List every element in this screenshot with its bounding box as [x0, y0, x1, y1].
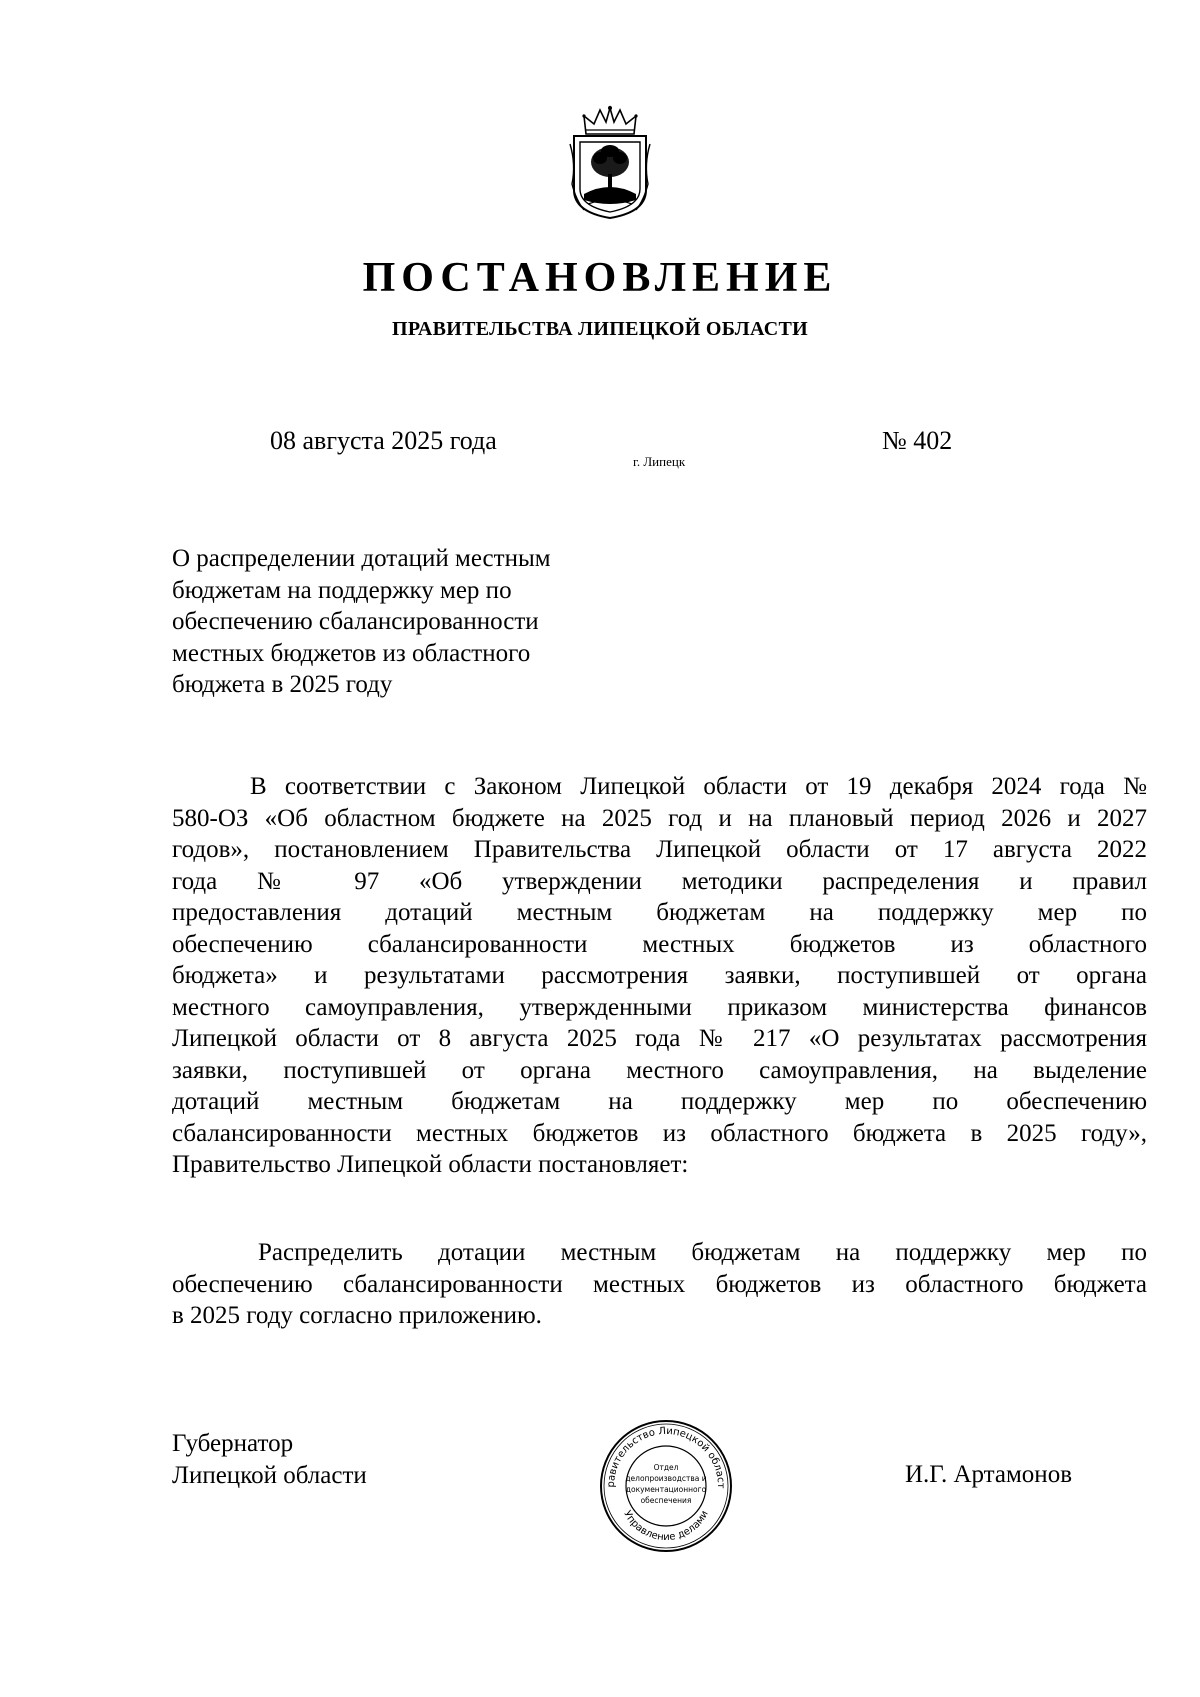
paragraph-line: в 2025 году согласно приложению.	[172, 1302, 542, 1329]
svg-text:Отдел: Отдел	[653, 1463, 679, 1472]
subject-line: О распределении дотаций местным	[172, 545, 551, 572]
paragraph-line: Правительство Липецкой области постановляет:	[172, 1151, 689, 1178]
paragraph-line: местного самоуправления, утвержденными приказом министерства финансов	[172, 993, 1147, 1021]
coat-of-arms-icon	[568, 104, 652, 222]
paragraph-line: В соответствии с Законом Липецкой области от 19 декабря 2024 года №	[250, 773, 1147, 800]
round-stamp-icon	[598, 1418, 734, 1554]
paragraph-line: обеспечению сбалансированности местных бюджетов из областного бюджета	[172, 1270, 1147, 1298]
subject-line: бюджетам на поддержку мер по	[172, 576, 512, 604]
preamble-paragraph	[172, 771, 1147, 1181]
svg-text:Правительство Липецкой области: равительство Липецкой област	[605, 1425, 727, 1489]
paragraph-line: предоставления дотаций местным бюджетам на поддержку мер по	[172, 899, 1147, 926]
svg-text:документационного: документационного	[625, 1485, 707, 1494]
signatory-title: Губернатор	[172, 1430, 294, 1457]
subject-line: обеспечению сбалансированности	[172, 608, 539, 635]
paragraph-line: сбалансированности местных бюджетов из областного бюджета в 2025 году»,	[172, 1119, 1147, 1147]
issuing-authority: ПРАВИТЕЛЬСТВА ЛИПЕЦКОЙ ОБЛАСТИ	[392, 318, 808, 340]
paragraph-line: заявки, поступившей от органа местного самоуправления, на выделение	[172, 1056, 1147, 1084]
paragraph-line: Липецкой области от 8 августа 2025 года № 217 «О результатах рассмотрения	[172, 1025, 1147, 1052]
resolution-paragraph	[172, 1237, 1147, 1332]
paragraph-line: бюджета» и результатами рассмотрения заявки, поступившей от органа	[172, 962, 1147, 989]
document-number: № 402	[882, 426, 953, 455]
document-title: ПОСТАНОВЛЕНИЕ	[362, 255, 838, 301]
paragraph-line: Распределить дотации местным бюджетам на поддержку мер по	[258, 1239, 1147, 1266]
document-date: 08 августа 2025 года	[270, 426, 497, 455]
svg-text:Управление делами: Управление делами	[621, 1509, 711, 1544]
paragraph-line: обеспечению сбалансированности местных бюджетов из областного	[172, 930, 1147, 958]
subject-line: бюджета в 2025 году	[172, 671, 393, 698]
svg-text:обеспечения: обеспечения	[640, 1496, 692, 1505]
paragraph-line: дотаций местным бюджетам на поддержку мер по обеспечению	[172, 1088, 1147, 1115]
document-subject	[172, 543, 632, 701]
paragraph-line: годов», постановлением Правительства Липецкой области от 17 августа 2022	[172, 836, 1147, 863]
signatory-region: Липецкой области	[172, 1462, 367, 1489]
paragraph-line: 580-ОЗ «Об областном бюджете на 2025 год и на плановый период 2026 и 2027	[172, 804, 1147, 832]
signatory-position	[172, 1428, 367, 1492]
paragraph-line: года № 97 «Об утверждении методики распределения и правил	[172, 867, 1147, 895]
document-city: г. Липецк	[633, 454, 686, 469]
subject-line: местных бюджетов из областного	[172, 639, 531, 667]
svg-text:делопроизводства и: делопроизводства и	[625, 1474, 707, 1483]
signatory-name: И.Г. Артамонов	[905, 1461, 1072, 1488]
